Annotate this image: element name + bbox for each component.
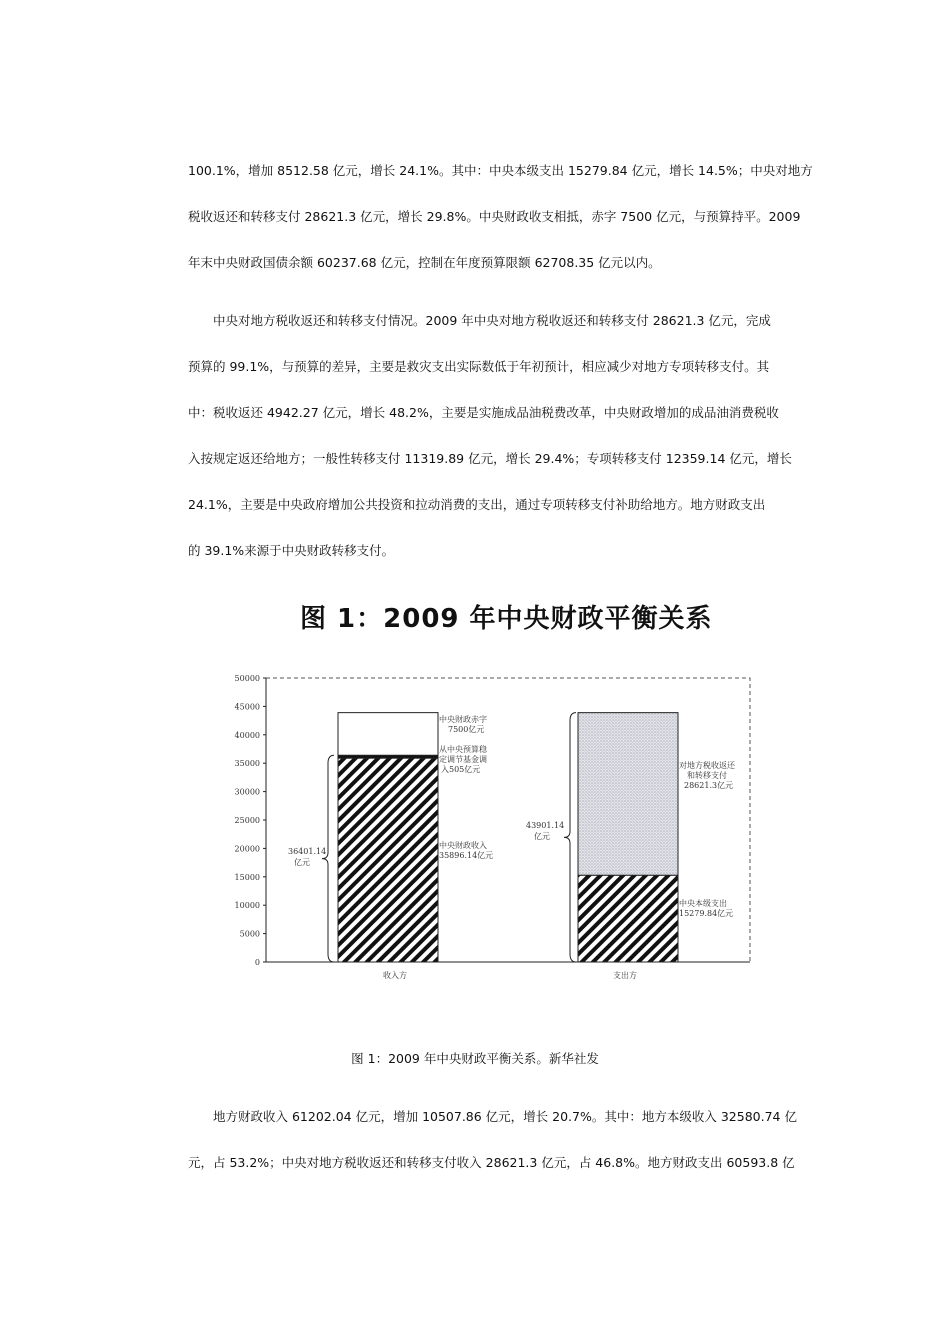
text-line: 中：税收返还 4942.27 亿元，增长 48.2%，主要是实施成品油税费改革，中央财政增加的成品油消费税收	[188, 405, 779, 420]
y-tick-label: 15000	[234, 872, 260, 882]
expense-total-unit: 亿元	[534, 832, 550, 841]
text-line: 年末中央财政国债余额 60237.68 亿元，控制在年度预算限额 62708.35 亿元以内。	[188, 255, 661, 270]
y-tick-label: 40000	[234, 730, 260, 740]
bar-segment	[578, 713, 678, 876]
text-line: 预算的 99.1%，与预算的差异，主要是救灾支出实际数低于年初预计，相应减少对地方专项转移支付。其	[188, 359, 770, 374]
text-line: 地方财政收入 61202.04 亿元，增加 10507.86 亿元，增长 20.7%。其中：地方本级收入 32580.74 亿	[213, 1109, 797, 1124]
category-label-revenue: 收入方	[383, 971, 407, 980]
figure-caption: 图 1：2009 年中央财政平衡关系。新华社发	[351, 1051, 599, 1066]
text-line: 入按规定返还给地方；一般性转移支付 11319.89 亿元，增长 29.4%；专项转移支付 12359.14 亿元，增长	[188, 451, 792, 466]
text-line: 24.1%，主要是中央政府增加公共投资和拉动消费的支出，通过专项转移支付补助给地方。地方财政支出	[188, 497, 766, 512]
label-central-line1: 中央本级支出	[679, 899, 727, 908]
revenue-total-brace	[322, 755, 334, 962]
text-line: 元，占 53.2%；中央对地方税收返还和转移支付收入 28621.3 亿元，占 46.8%。地方财政支出 60593.8 亿	[188, 1155, 795, 1170]
bars	[338, 713, 678, 962]
text-line: 税收返还和转移支付 28621.3 亿元，增长 29.8%。中央财政收支相抵，赤字 7500 亿元，与预算持平。2009	[188, 209, 801, 224]
label-fund-line1: 从中央预算稳	[439, 745, 487, 754]
label-deficit-line1: 中央财政赤字	[439, 715, 487, 724]
label-transfer-line2: 和转移支付	[687, 771, 727, 780]
revenue-total-unit: 亿元	[294, 858, 310, 867]
expense-total-value: 43901.14	[526, 821, 565, 830]
label-fund-line3: 入505亿元	[441, 765, 481, 774]
text-line: 100.1%，增加 8512.58 亿元，增长 24.1%。其中：中央本级支出 15279.84 亿元，增长 14.5%；中央对地方	[188, 163, 813, 178]
expense-total-brace	[564, 713, 576, 962]
y-tick-label: 45000	[234, 702, 260, 712]
y-tick-label: 50000	[234, 674, 260, 683]
category-label-expense: 支出方	[613, 971, 637, 980]
text-line: 的 39.1%来源于中央财政转移支付。	[188, 543, 395, 558]
label-income-line1: 中央财政收入	[439, 841, 487, 850]
label-transfer-line1: 对地方税收返还	[679, 761, 735, 770]
paragraph-transfer-payments	[188, 298, 792, 574]
revenue-total-value: 36401.14	[288, 847, 327, 856]
fiscal-balance-chart	[228, 668, 758, 988]
label-deficit-line2: 7500亿元	[448, 725, 485, 734]
paragraph-central-expenditure	[188, 148, 813, 286]
label-income-line2: 35896.14亿元	[439, 851, 494, 860]
y-tick-label: 25000	[234, 816, 260, 825]
paragraph-local-revenue	[188, 1094, 797, 1186]
y-tick-label: 5000	[239, 929, 260, 939]
y-tick-label: 20000	[234, 844, 260, 854]
label-transfer-line3: 28621.3亿元	[684, 781, 734, 790]
bar-segment	[338, 758, 438, 962]
y-tick-label: 10000	[234, 901, 260, 911]
label-central-line2: 15279.84亿元	[679, 909, 734, 918]
y-tick-label: 30000	[234, 787, 260, 797]
figure-title: 图 1：2009 年中央财政平衡关系	[300, 604, 713, 634]
y-axis-ticks	[235, 674, 266, 967]
y-tick-label: 0	[254, 958, 260, 967]
y-tick-label: 35000	[234, 759, 260, 769]
bar-segment	[578, 875, 678, 962]
bar-segment	[338, 713, 438, 756]
text-line: 中央对地方税收返还和转移支付情况。2009 年中央对地方税收返还和转移支付 28621.3 亿元，完成	[213, 313, 771, 328]
label-fund-line2: 定调节基金调	[439, 755, 487, 764]
